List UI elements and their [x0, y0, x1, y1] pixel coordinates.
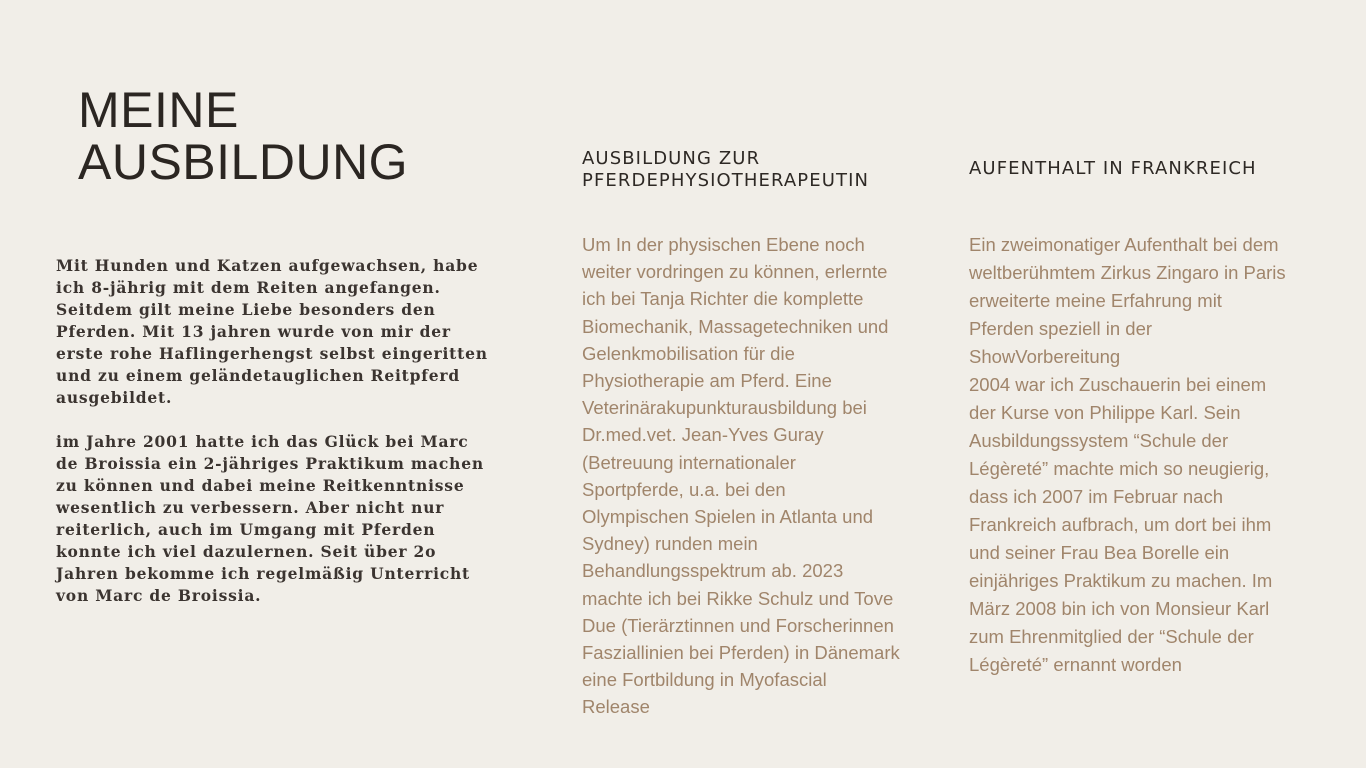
- france-text-line: zum Ehrenmitglied der “Schule der: [969, 626, 1254, 647]
- france-text-line: März 2008 bin ich von Monsieur Karl: [969, 598, 1270, 619]
- france-text-line: Pferden speziell in der: [969, 318, 1153, 339]
- france-text-line: einjähriges Praktikum zu machen. Im: [969, 570, 1273, 591]
- physio-heading-line-1: AUSBILDUNG ZUR: [582, 148, 761, 169]
- physio-text-line: weiter vordringen zu können, erlernte: [582, 261, 888, 283]
- physio-text-line: Gelenkmobilisation für die: [582, 342, 795, 364]
- page-title-line-2: AUSBILDUNG: [78, 134, 409, 190]
- physio-text-line: Sydney) runden mein: [582, 533, 758, 555]
- physio-text-line: Physiotherapie am Pferd. Eine: [582, 370, 832, 392]
- france-text-line: erweiterte meine Erfahrung mit: [969, 290, 1222, 311]
- physio-text-line: (Betreuung internationaler: [582, 451, 796, 473]
- physio-text-line: machte ich bei Rikke Schulz und Tove: [582, 587, 894, 609]
- physio-text-line: Biomechanik, Massagetechniken und: [582, 315, 889, 337]
- france-text-line: Légèreté” machte mich so neugierig,: [969, 458, 1270, 479]
- physio-text-line: Fasziallinien bei Pferden) in Dänemark: [582, 642, 900, 664]
- intro-paragraph-1: Mit Hunden und Katzen aufgewachsen, habe ich 8-jährig mit dem Reiten angefangen. Seitdem gilt meine Liebe besonders den Pferden. Mit 13 jahren wurde von mir der erste rohe Haflingerhengst selbst eingeritten und zu einem geländetauglichen Reitpferd ausgebildet.: [56, 256, 488, 407]
- intro-paragraph-2: im Jahre 2001 hatte ich das Glück bei Marc de Broissia ein 2-jähriges Praktikum machen zu können und dabei meine Reitkenntnisse wesentlich zu verbessern. Aber nicht nur reiterlich, auch im Umgang mit Pferden konnte ich viel dazulernen. Seit über 2o Jahren bekomme ich regelmäßig Unterricht von Marc de Broissia.: [56, 432, 484, 605]
- physio-text-line: eine Fortbildung in Myofascial: [582, 669, 827, 691]
- physio-text-line: Um In der physischen Ebene noch: [582, 234, 865, 255]
- france-text-line: Ein zweimonatiger Aufenthalt bei dem: [969, 234, 1279, 255]
- physio-heading: [582, 148, 942, 192]
- page-title: [78, 84, 408, 188]
- france-text-line: der Kurse von Philippe Karl. Sein: [969, 402, 1241, 423]
- france-text-line: Ausbildungssystem “Schule der: [969, 430, 1229, 451]
- france-text-line: Légèreté” ernannt worden: [969, 654, 1182, 675]
- france-text-line: weltberühmtem Zirkus Zingaro in Paris: [969, 262, 1286, 283]
- physio-text-line: Due (Tierärztinnen und Forscherinnen: [582, 614, 894, 636]
- france-text: [969, 231, 1339, 679]
- physio-text-line: Dr.med.vet. Jean-Yves Guray: [582, 424, 824, 446]
- physio-text-line: Behandlungsspektrum ab. 2023: [582, 560, 844, 582]
- physio-text-line: ich bei Tanja Richter die komplette: [582, 288, 864, 310]
- page-title-line-1: MEINE: [78, 82, 239, 138]
- physio-text-line: Veterinärakupunkturausbildung bei: [582, 397, 867, 419]
- physio-text-line: Olympischen Spielen in Atlanta und: [582, 506, 874, 528]
- france-text-line: Frankreich aufbrach, um dort bei ihm: [969, 514, 1272, 535]
- france-text-line: 2004 war ich Zuschauerin bei einem: [969, 374, 1267, 395]
- france-text-line: und seiner Frau Bea Borelle ein: [969, 542, 1230, 563]
- intro-text: [56, 255, 496, 629]
- france-heading: AUFENTHALT IN FRANKREICH: [969, 158, 1257, 179]
- physio-text-line: Release: [582, 696, 650, 718]
- physio-text-line: Sportpferde, u.a. bei den: [582, 478, 786, 500]
- france-text-line: ShowVorbereitung: [969, 346, 1121, 367]
- physio-text: [582, 231, 927, 721]
- physio-heading-line-2: PFERDEPHYSIOTHERAPEUTIN: [582, 170, 870, 191]
- france-text-line: dass ich 2007 im Februar nach: [969, 486, 1223, 507]
